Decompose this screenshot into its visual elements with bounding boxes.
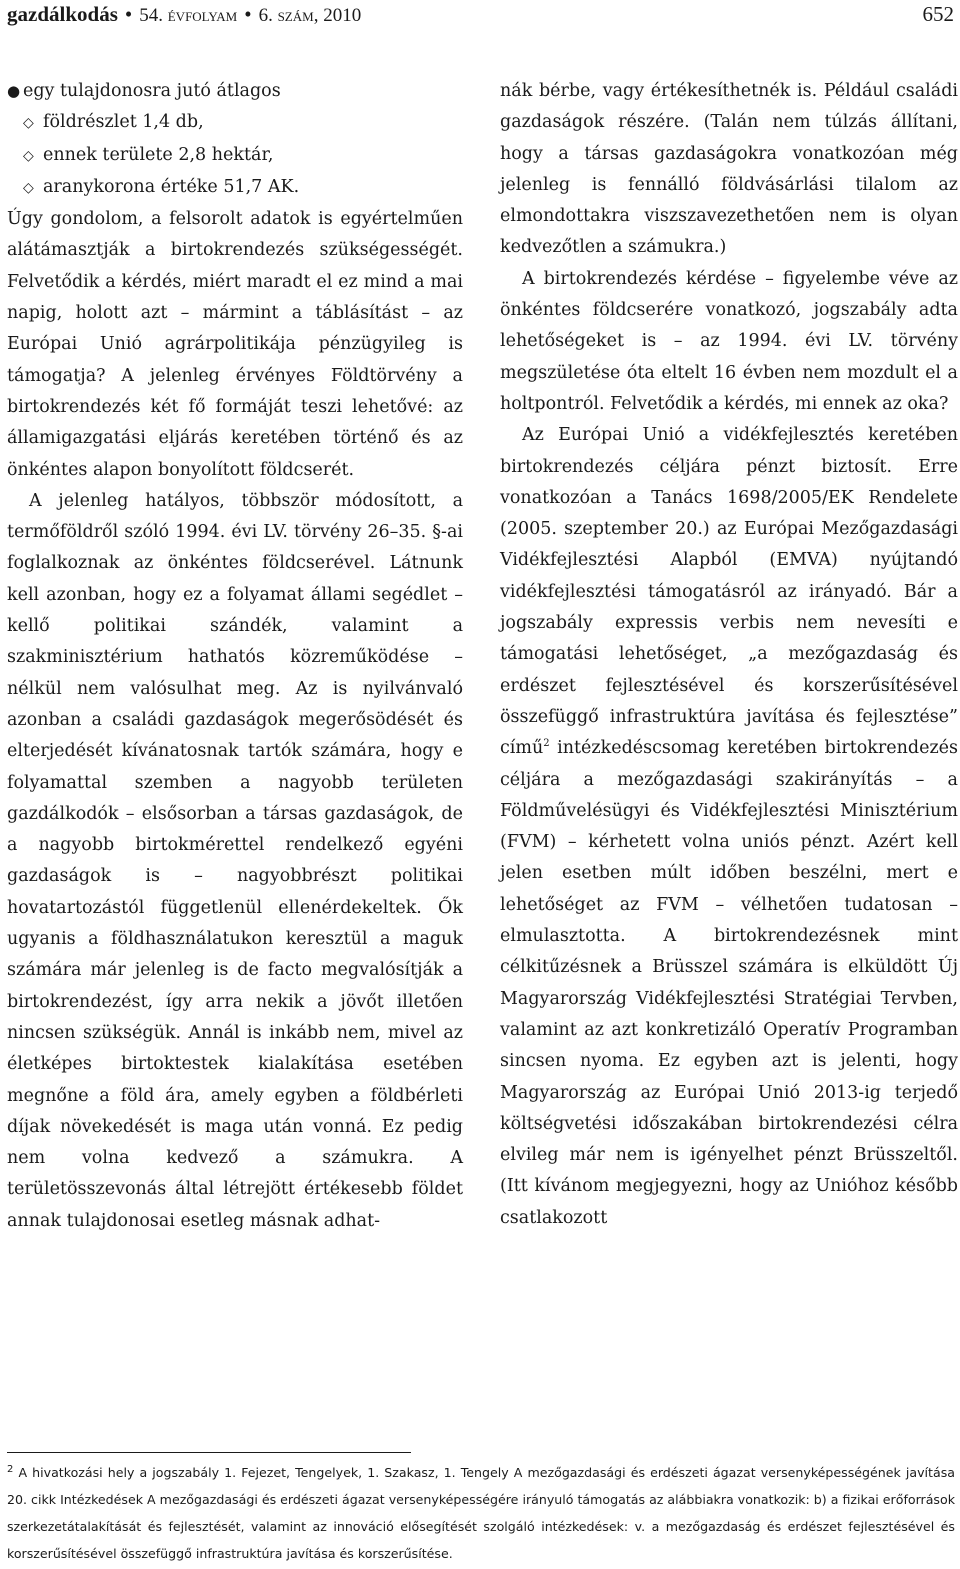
sub-item: [7, 172, 463, 204]
bullet-item: [7, 76, 463, 107]
right-column: [500, 76, 958, 1234]
page-number: 652: [922, 2, 954, 26]
paragraph: nák bérbe, vagy értékesíthetnék is. Például családi gazdaságok részére. (Talán nem túlzás állítani, hogy a társas gazdaságokra vonatkozóan még jelenleg is fennálló földvásárlási tilalom az elmondottakra viszszavezethetően nem is olyan kedvezőtlen a számukra.): [500, 81, 958, 258]
running-header: [7, 0, 954, 30]
paragraph-text: Az Európai Unió a vidékfejlesztés keretében birtokrendezés céljára pénzt biztosít. Erre vonatkozóan a Tanács 1698/2005/EK Rendelete (2005. szeptember 20.) az Európai Mezőgazdasági Vidékfejlesztési Alapból (EMVA) nyújtandó vidékfejlesztési támogatásról az irányadó. Bár a jogszabály expressis verbis nem nevesíti e támogatási lehetőséget, „a mezőgazdaság és erdészet fejlesztésével és korszerűsítésével összefüggő infrastruktúra javítása és fejlesztése” című: [500, 425, 958, 759]
diamond-icon: ◇: [23, 147, 34, 164]
paragraph: [500, 420, 958, 1234]
paragraph: A jelenleg hatályos, többször módosított, a termőföldről szóló 1994. évi LV. törvény 26–35. §-ai foglalkoznak az önkéntes földcserével. Látnunk kell azonban, hogy ez a folyamat állami segédlet – kellő politikai szándék, valamint a szakminisztérium hathatós közreműködése – nélkül nem valósulhat meg. Az is nyilvánvaló azonban a családi gazdaságok megerősödését és elterjedését kívánatosnak tartók számára, hogy e folyamattal szemben a nagyobb területen gazdálkodók – elsősorban a társas gazdaságok, de a nagyobb birtokmérettel rendelkező egyéni gazdaságok is – nagyobbrészt politikai hovatartozástól függetlenül ellenérdekeltek. Ők ugyanis a földhasználatukon keresztül a maguk számára már jelenleg is de facto megvalósítják a birtokrendezést, így arra nekik a jövőt illetően nincsen szükségük. Annál is inkább nem, mivel az életképes birtoktestek kialakítása esetében megnőne a föld ára, amely egyben a földbérleti díjak növekedését is maga után vonná. Ez pedig nem volna kedvező a számukra. A területösszevonás által létrejött értékesebb földet annak tulajdonosai esetleg másnak adhat-: [7, 490, 463, 1231]
sub-item: [7, 140, 463, 172]
paragraph-text: intézkedéscsomag keretében birtokrendezés céljára a mezőgazdasági szakirányítás – a Földművelésügyi és Vidékfejlesztési Minisztérium (FVM) – kérhetett volna uniós pénzt. Azért kell jelen esetben múlt időben beszélni, mert e lehetőséget az FVM – vélhetően tudatosan – elmulasztotta. A birtokrendezésnek mint célkitűzésnek a Brüsszel számára is elküldött Új Magyarország Vidékfejlesztési Stratégiai Tervben, valamint az azt konkretizáló Operatív Programban sincsen nyoma. Ez egyben azt is jelenti, hogy Magyarország az Európai Unió 2013-ig terjedő költségvetési időszakában birtokrendezési célra elvileg már nem is igényelhet pénzt Brüsszeltől. (Itt kívánom megjegyezni, hogy az Unióhoz később csatlakozott: [500, 738, 958, 1228]
sub-item-text: ennek területe 2,8 hektár,: [43, 144, 274, 165]
sub-item-text: aranykorona értéke 51,7 AK.: [43, 176, 300, 197]
issue-label: 6. szám, 2010: [258, 5, 362, 26]
footnote-divider: [7, 1452, 411, 1453]
volume-label: 54. évfolyam: [139, 5, 238, 26]
journal-title: gazdálkodás: [7, 2, 118, 26]
header-separator: •: [244, 2, 252, 26]
footnote-text: A hivatkozási hely a jogszabály 1. Fejezet, Tengelyek, 1. Szakasz, 1. Tengely A mezőgazdasági és erdészeti ágazat versenyképességének javítása 20. cikk Intézkedések A mezőgazdasági és erdészeti ágazat versenyképességére irányuló támogatás az alábbiakra vonatkozik: b) a fizikai erőforrások szerkezetátalakítását és fejlesztését, valamint az innováció elősegítését szolgáló intézkedések: v. a mezőgazdaság és erdészet fejlesztésével és korszerűsítésével összefüggő infrastruktúra javítása és korszerűsítése.: [7, 1465, 955, 1561]
diamond-icon: ◇: [23, 115, 34, 132]
bullet-text: egy tulajdonosra jutó átlagos: [23, 81, 281, 101]
paragraph: A birtokrendezés kérdése – figyelembe véve az önkéntes földcserére vonatkozó, jogszabály adta lehetőségeket is – az 1994. évi LV. törvény megszületése óta eltelt 16 évben nem mozdult el a holtpontról. Felvetődik a kérdés, mi ennek az oka?: [500, 268, 958, 414]
header-separator: •: [124, 2, 133, 26]
sub-item-text: földrészlet 1,4 db,: [43, 112, 204, 133]
footnote-reference[interactable]: 2: [543, 738, 550, 750]
left-column: [7, 76, 463, 1237]
footnote: [7, 1459, 955, 1567]
footnote-marker: 2: [7, 1463, 14, 1475]
bullet-dot-icon: ●: [7, 82, 21, 100]
diamond-icon: ◇: [23, 179, 34, 196]
paragraph: Úgy gondolom, a felsorolt adatok is egyértelműen alátámasztják a birtokrendezés szükségességét. Felvetődik a kérdés, miért maradt el ez mind a mai napig, holott azt – mármint a táblásítást – az Európai Unió agrárpolitikája pénzügyileg is támogatja? A jelenleg érvényes Földtörvény a birtokrendezés két fő formáját teszi lehetővé: az államigazgatási eljárás keretében történő és az önkéntes alapon bonyolított földcserét.: [7, 209, 463, 480]
sub-item: [7, 107, 463, 139]
